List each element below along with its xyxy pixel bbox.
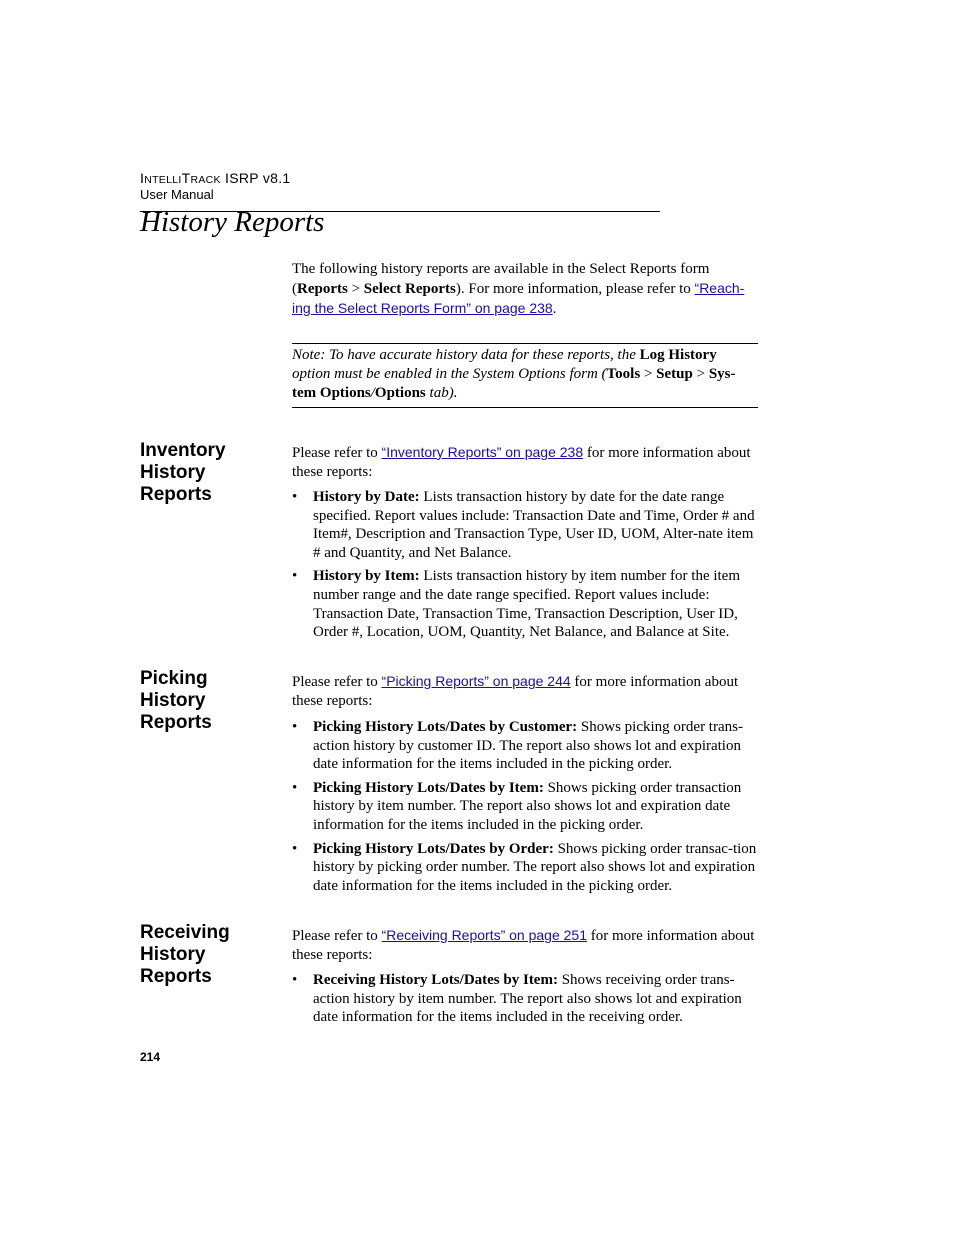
- section-heading-inventory: Inventory History Reports: [140, 440, 226, 505]
- receiving-intro: Please refer to “Receiving Reports” on page 251 for more information about these reports:: [292, 927, 755, 963]
- note-box: Note: To have accurate history data for these reports, the Log History option must be enabled in the System Options form (Tools > Setup > Sys-tem Options/Options tab).: [292, 343, 758, 408]
- inventory-intro: Please refer to “Inventory Reports” on page 238 for more information about these reports:: [292, 444, 751, 480]
- inventory-bullet-list: [292, 488, 762, 647]
- bullet-icon: •: [292, 972, 298, 988]
- bullet-icon: •: [292, 568, 298, 585]
- bullet-icon: •: [292, 719, 298, 735]
- intro-paragraph: The following history reports are available in the Select Reports form (Reports > Select Reports). For more information, please refer to “Reach-ing the Select Reports Form” on page 238.: [292, 261, 745, 317]
- page-number: 214: [140, 1050, 161, 1064]
- link-receiving-reports[interactable]: “Receiving Reports” on page 251: [381, 927, 588, 943]
- bullet-icon: •: [292, 840, 298, 857]
- page-title: History Reports: [140, 206, 325, 238]
- bullet-icon: •: [292, 779, 298, 796]
- link-picking-reports[interactable]: “Picking Reports” on page 244: [381, 673, 571, 689]
- list-item: • Picking History Lots/Dates by Order: Shows picking order transac-tion history by picking order number. The report also shows lot and expiration date information for the items included in the picking order.: [292, 840, 757, 894]
- list-item: • History by Item: Lists transaction history by item number for the item number range and the date range specified. Report values include: Transaction Date, Transaction Time, Transaction Description, User ID, Order #, Location, UOM, Quantity, Net Balance, and Balance at Site.: [292, 568, 741, 641]
- link-reaching-select-reports[interactable]: “Reach-ing the Select Reports Form” on page 238: [292, 280, 745, 316]
- link-inventory-reports[interactable]: “Inventory Reports” on page 238: [381, 444, 584, 460]
- running-header-product: INTELLITRACK ISRP v8.1: [140, 170, 291, 186]
- list-item: • Picking History Lots/Dates by Item: Shows picking order transaction history by item number. The report also shows lot and expiration date information for the items included in the picking order.: [292, 779, 742, 833]
- list-item: • History by Date: Lists transaction history by date for the date range specified. Report values include: Transaction Date and Time, Order # and Item#, Description and Transaction Type, User ID, UOM, Alter-nate item # and Quantity, and Net Balance.: [292, 489, 755, 561]
- list-item: • Receiving History Lots/Dates by Item: Shows receiving order trans-action history by item number. The report also shows lot and expiration date information for the items included in the receiving order.: [292, 972, 742, 1026]
- list-item: • Picking History Lots/Dates by Customer: Shows picking order trans-action history by customer ID. The report also shows lot and expiration date information for the items included in the picking order.: [292, 719, 743, 773]
- section-heading-picking: Picking History Reports: [140, 668, 212, 733]
- section-heading-receiving: Receiving History Reports: [140, 922, 230, 987]
- bullet-icon: •: [292, 489, 298, 505]
- receiving-bullet-list: [292, 971, 762, 1032]
- picking-intro: Please refer to “Picking Reports” on page 244 for more information about these reports:: [292, 673, 739, 709]
- running-header-subtitle: User Manual: [140, 187, 214, 202]
- picking-bullet-list: [292, 718, 762, 900]
